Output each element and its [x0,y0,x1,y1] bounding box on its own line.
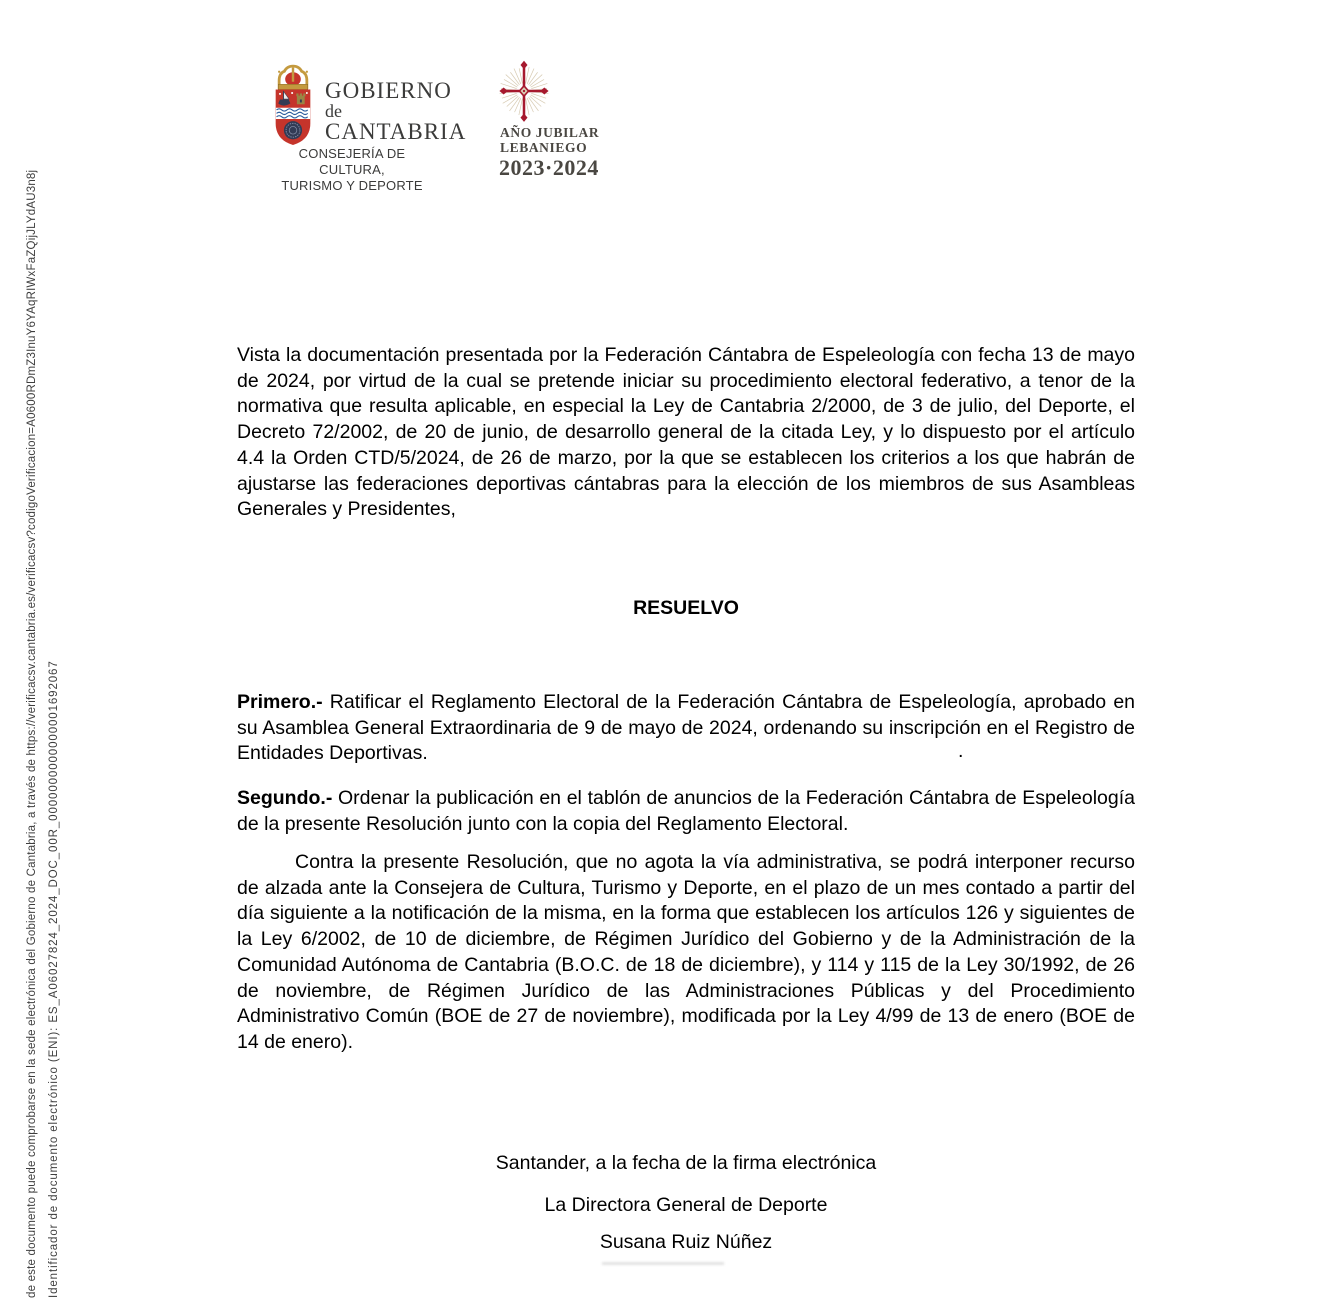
jubilar-years: 2023·2024 [499,155,599,180]
signature-place-line: Santander, a la fecha de la firma electrónica [495,1152,877,1174]
segundo-paragraph [237,786,1135,837]
intro-paragraph: Vista la documentación presentada por la Federación Cántabra de Espeleología con fecha 13 de mayo de 2024, por virtud de la cual se pretende iniciar su procedimiento electoral federativo, a tenor de la normativa que resulta aplicable, en especial la Ley de Cantabria 2/2000, de 3 de julio, del Deporte, el Decreto 72/2002, de 20 de junio, de desarrollo general de la citada Ley, y lo dispuesto por el artículo 4.4 la Orden CTD/5/2024, de 26 de marzo, por la que se establecen los criterios a los que habrán de ajustarse las federaciones deportivas cántabras para la elección de los miembros de sus Asambleas Generales y Presidentes, [237,344,1135,521]
document-eni-identifier-text: Identificador de documento electrónico (ENI): ES_A06027824_2024_DOC_00R_0000000000000001692067 [48,660,60,1298]
jubilar-lebaniego-logo [487,58,607,180]
government-wordmark [325,80,466,142]
primero-lead: Primero.- [237,691,323,713]
primero-paragraph [237,690,1135,767]
department-name [266,146,438,194]
verification-url-text: de este documento puede comprobarse en la sede electrónica del Gobierno de Cantabria, a través de https://verificacsv.cantabria.es/verificacsv?codigoVerificacion=A0600RDmZ3InuY6YAqRIWxFaZQijJLYdAU3n8j [26,169,38,1298]
resuelvo-heading: RESUELVO [633,597,739,619]
jubilar-title-line-1: AÑO JUBILAR [500,125,600,140]
cantabria-coat-of-arms-icon [267,64,319,148]
signature-name-line: Susana Ruiz Núñez [599,1231,773,1253]
wordmark-line-cantabria: CANTABRIA [325,119,467,144]
jubilar-cross-icon [487,58,561,124]
wordmark-line-de: de [325,101,342,121]
jubilar-title-line-2: LEBANIEGO [500,140,588,155]
segundo-lead: Segundo.- [237,787,333,809]
primero-text: Ratificar el Reglamento Electoral de la Federación Cántabra de Espeleología, aprobado en su Asamblea General Extraordinaria de 9 de mayo de 2024, ordenando su inscripción en el Registro de Entidades Deportivas. [237,691,1136,765]
signature-artifact [602,1262,724,1265]
segundo-text: Ordenar la publicación en el tablón de anuncios de la Federación Cántabra de Espeleología de la presente Resolución junto con la copia del Reglamento Electoral. [237,787,1135,835]
department-line-1: CONSEJERÍA DE CULTURA, [298,146,406,177]
appeal-paragraph: Contra la presente Resolución, que no agota la vía administrativa, se podrá interponer recurso de alzada ante la Consejera de Cultura, Turismo y Deporte, en el plazo de un mes contado a partir del día siguiente a la notificación de la misma, en la forma que establecen los artículos 126 y siguientes de la Ley 6/2002, de 10 de diciembre, de Régimen Jurídico del Gobierno y de la Administración de la Comunidad Autónoma de Cantabria (B.O.C. de 18 de diciembre), y 114 y 115 de la Ley 30/1992, de 26 de noviembre, de Régimen Jurídico de las Administraciones Públicas y del Procedimiento Administrativo Común (BOE de 27 de noviembre), modificada por la Ley 4/99 de 13 de enero (BOE de 14 de enero). [237,851,1135,1053]
stray-period: . [958,740,964,762]
department-line-2: TURISMO Y DEPORTE [281,178,423,193]
signature-role-line: La Directora General de Deporte [544,1194,828,1216]
wordmark-line-gobierno: GOBIERNO [325,78,452,103]
